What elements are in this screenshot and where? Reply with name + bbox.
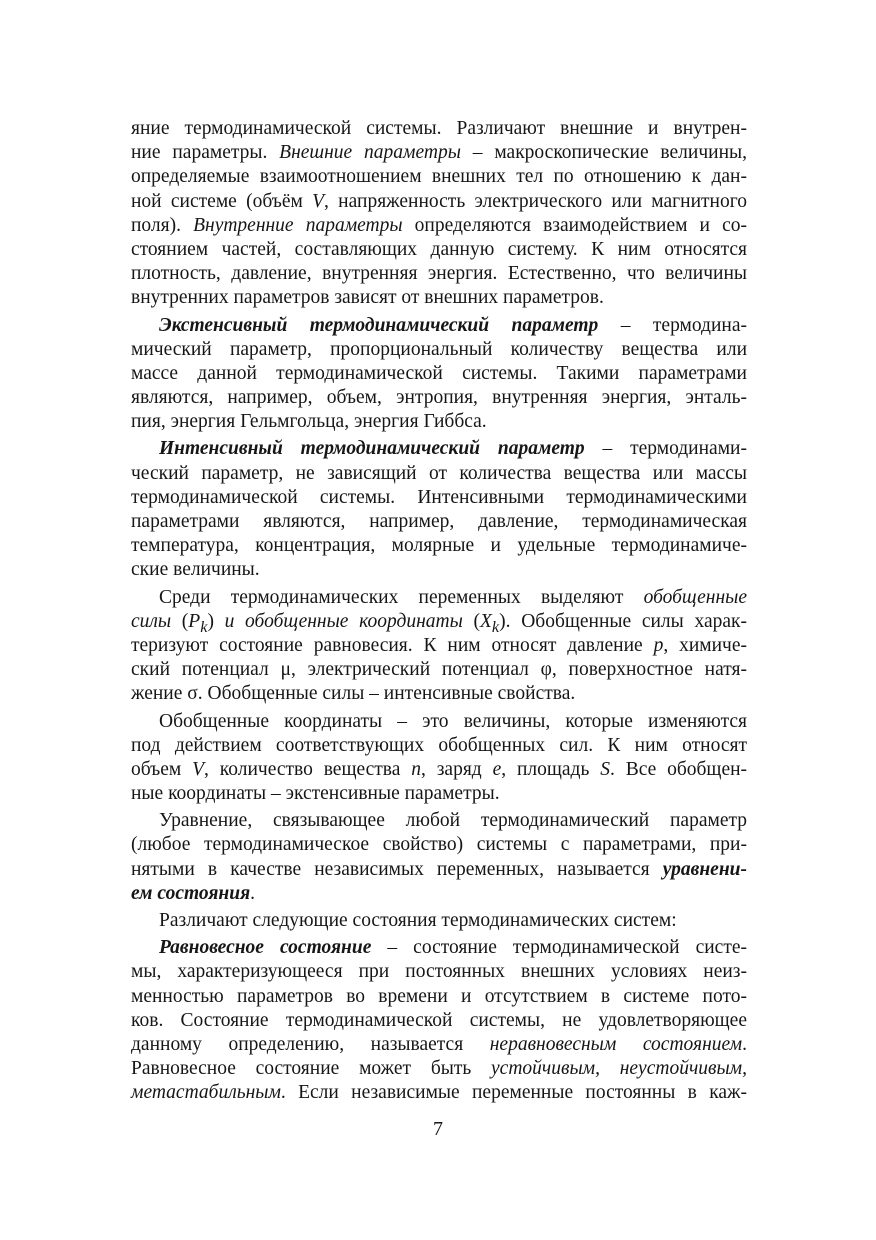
term-external-parameters: Внешние параметры (279, 142, 461, 164)
text-line: массе данной термодинамической системы. Такими параметрами (131, 362, 747, 384)
text-line: данному определению, называется неравновесным состоянием. (131, 1033, 747, 1055)
term-extensive-parameter: Экстенсивный термодинамический параметр (159, 314, 599, 336)
text-line: теризуют состояние равновесия. К ним относят давление p, химиче- (131, 634, 747, 656)
term-intensive-parameter: Интенсивный термодинамический параметр (159, 438, 585, 460)
text-line: жение σ. Обобщенные силы – интенсивные свойства. (131, 683, 576, 705)
paragraph-intensive-parameter (131, 437, 747, 582)
text-line: ские величины. (131, 559, 260, 581)
text-line: Равновесное состояние – состояние термодинамической систе- (159, 937, 747, 959)
page-number: 7 (433, 1118, 443, 1140)
text-line: ков. Состояние термодинамической системы, не удовлетворяющее (131, 1009, 747, 1031)
text-line: яние термодинамической системы. Различают внешние и внутрен- (131, 118, 747, 139)
text-line: Интенсивный термодинамический параметр – термодинами- (159, 438, 747, 460)
paragraph-generalized-coordinates (131, 710, 747, 807)
text-line: Различают следующие состояния термодинамических систем: (159, 910, 677, 931)
text-line: параметрами являются, например, давление, термодинамическая (131, 511, 747, 532)
text-line: плотность, давление, внутренняя энергия. Естественно, что величины (131, 263, 747, 285)
text-line: термодинамической системы. Интенсивными термодинамическими (131, 486, 747, 508)
text-line: поля). Внутренние параметры определяются взаимодействием и со- (131, 214, 747, 236)
paragraph-parameters (131, 117, 747, 311)
text-line: пия, энергия Гельмгольца, энергия Гиббса. (131, 411, 487, 433)
paragraph-equation-of-state (131, 809, 747, 906)
text-line: ем состояния. (131, 882, 256, 904)
text-line: Обобщенные координаты – это величины, которые изменяются (159, 710, 747, 732)
text-line: Экстенсивный термодинамический параметр – термодина- (159, 314, 747, 336)
text-line: являются, например, объем, энтропия, внутренняя энергия, энталь- (131, 387, 747, 409)
text-line: мический параметр, пропорциональный количеству вещества или (131, 338, 747, 360)
text-line: объем V, количество вещества n, заряд e, площадь S. Все обобщен- (131, 758, 748, 780)
text-line: нятыми в качестве независимых переменных, называется уравнени- (131, 858, 747, 880)
text-line: метастабильным. Если независимые переменные постоянны в каж- (131, 1082, 747, 1104)
text-line: ные координаты – экстенсивные параметры. (131, 783, 500, 805)
paragraph-states-intro (131, 909, 747, 933)
term-equilibrium-state: Равновесное состояние (159, 937, 372, 959)
text-line: внутренних параметров зависят от внешних параметров. (131, 287, 604, 309)
text-line: стоянием частей, составляющих данную систему. К ним относятся (131, 238, 747, 260)
paragraph-equilibrium-state (131, 936, 747, 1105)
body-text (131, 117, 747, 1106)
term-equation-of-state: уравнени- (662, 858, 747, 880)
text-line: определяемые взаимоотношением внешних тел по отношению к дан- (131, 166, 747, 188)
text-line: Среди термодинамических переменных выделяют обобщенные (159, 586, 747, 608)
paragraph-extensive-parameter (131, 314, 747, 435)
paragraph-generalized-forces (131, 586, 747, 707)
text-line: мы, характеризующееся при постоянных внешних условиях неиз- (131, 961, 747, 983)
term-internal-parameters: Внутренние параметры (193, 214, 403, 236)
text-line: под действием соответствующих обобщенных сил. К ним относят (131, 734, 747, 756)
text-line: ский потенциал μ, электрический потенциал φ, поверхностное натя- (131, 659, 747, 681)
text-line: менностью параметров во времени и отсутствием в системе пото- (131, 985, 747, 1007)
text-line: ние параметры. Внешние параметры – макроскопические величины, (131, 142, 747, 164)
text-line: Равновесное состояние может быть устойчивым, неустойчивым, (131, 1058, 747, 1080)
text-line: температура, концентрация, молярные и удельные термодинамиче- (131, 535, 747, 557)
text-line: Уравнение, связывающее любой термодинамический параметр (159, 810, 747, 832)
text-line: ческий параметр, не зависящий от количества вещества или массы (131, 462, 747, 484)
text-line: (любое термодинамическое свойство) системы с параметрами, при- (131, 834, 747, 856)
text-line: силы $(P_k)$ и обобщенные координаты $(X_k)$. Обобщенные силы харак- (131, 610, 747, 636)
text-line: ной системе (объём V, напряженность электрического или магнитного (131, 190, 747, 212)
